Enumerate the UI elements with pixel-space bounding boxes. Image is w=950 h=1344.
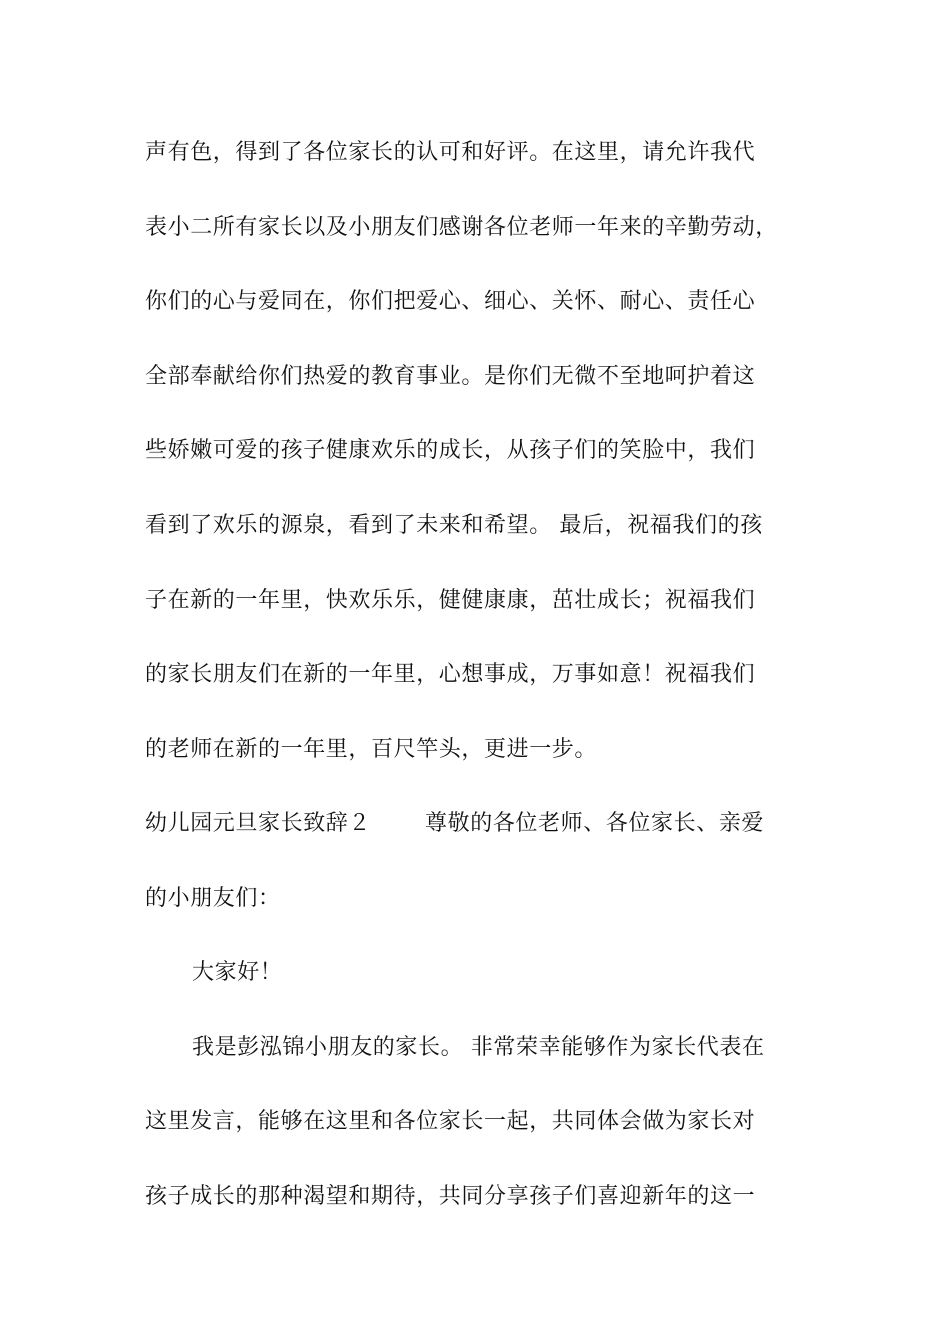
text-line: 全部奉献给你们热爱的教育事业。是你们无微不至地呵护着这 xyxy=(145,364,756,389)
text-line: 声有色，得到了各位家长的认可和好评。在这里，请允许我代 xyxy=(145,140,756,165)
section-title: 幼儿园元旦家长致辞２ xyxy=(145,811,372,836)
text-line: 的家长朋友们在新的一年里，心想事成，万事如意！祝福我们 xyxy=(145,662,756,687)
text-line: 你们的心与爱同在，你们把爱心、细心、关怀、耐心、责任心 xyxy=(145,289,756,314)
salutation-text: 尊敬的各位老师、各位家长、亲爱 xyxy=(425,811,765,836)
text-line: 表小二所有家长以及小朋友们感谢各位老师一年来的辛勤劳动， xyxy=(145,215,778,240)
section-heading-line xyxy=(145,809,764,839)
text-line: 孩子成长的那种渴望和期待，共同分享孩子们喜迎新年的这一 xyxy=(145,1184,756,1209)
text-line: 些娇嫩可爱的孩子健康欢乐的成长，从孩子们的笑脸中，我们 xyxy=(145,438,756,463)
text-line: 的老师在新的一年里，百尺竿头，更进一步。 xyxy=(145,737,598,762)
text-line: 我是彭泓锦小朋友的家长。 非常荣幸能够作为家长代表在 xyxy=(192,1035,765,1060)
text-line: 子在新的一年里，快欢乐乐，健健康康，茁壮成长；祝福我们 xyxy=(145,588,756,613)
greeting-text: 大家好！ xyxy=(192,960,283,985)
salutation-continuation: 的小朋友们： xyxy=(145,886,281,911)
text-line: 看到了欢乐的源泉，看到了未来和希望。 最后，祝福我们的孩 xyxy=(145,513,763,538)
text-line: 这里发言，能够在这里和各位家长一起，共同体会做为家长对 xyxy=(145,1109,756,1134)
